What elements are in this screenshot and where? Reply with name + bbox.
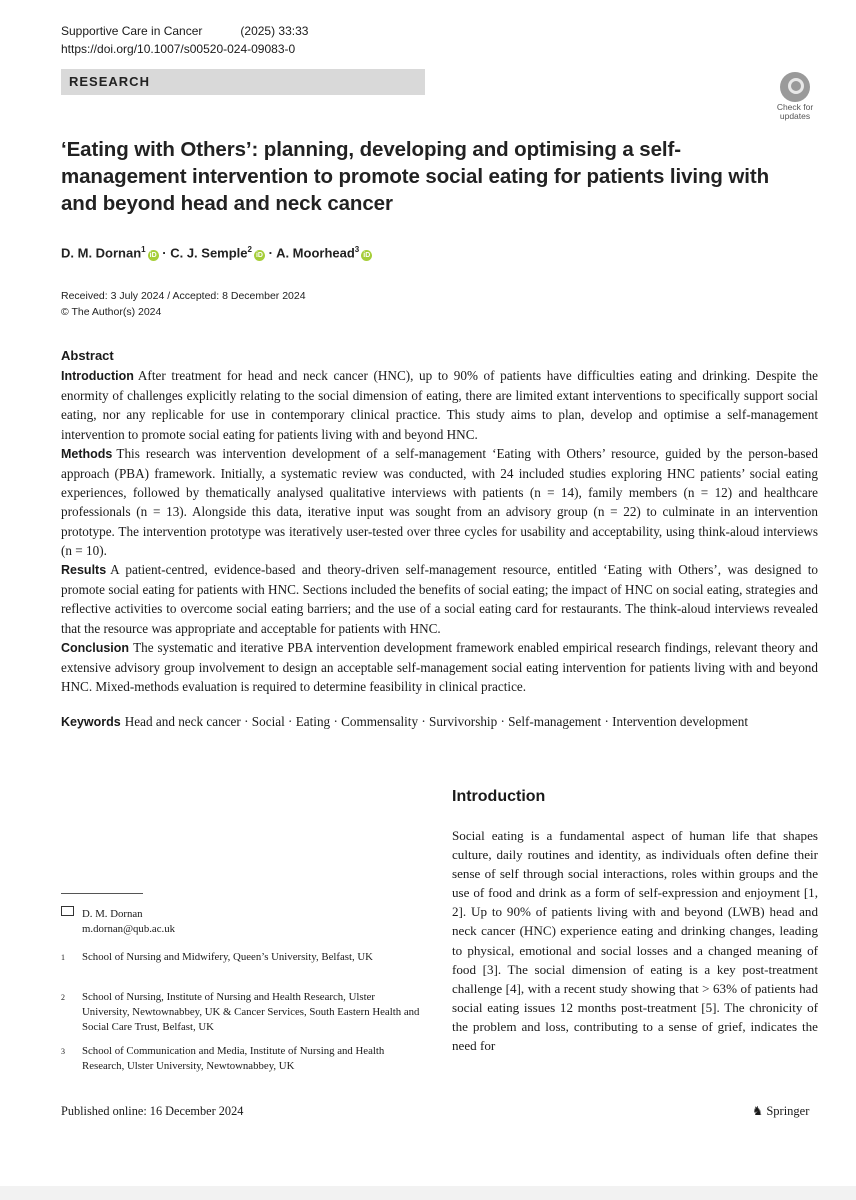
corresponding-email[interactable]: m.dornan@qub.ac.uk (82, 923, 175, 935)
correspondence (61, 906, 175, 937)
abstract-section (61, 638, 818, 697)
abstract-section-text: After treatment for head and neck cancer (HNC), up to 90% of patients have difficulties eating and drinking. Despite the enormity of challenges explicitly relating to the social dimension of eating, there are limited extant interventions to specifically support social eating, nor any replicable for use in contemporary clinical practice. This study aims to plan, develop and optimise a self-management intervention to promote social eating for patients living with and beyond HNC. (61, 368, 818, 442)
publisher-logo (752, 1103, 809, 1119)
affiliation-number: 1 (61, 953, 65, 962)
article-dates (61, 288, 306, 320)
envelope-icon (61, 906, 74, 916)
author-name[interactable]: D. M. Dornan (61, 245, 142, 261)
check-updates-icon (780, 72, 810, 102)
introduction-text: Social eating is a fundamental aspect of human life that shapes culture, daily routines and identity, as individuals often define their sense of self through social interactions, roles within groups and the use of food and drink as a form of self-expression and enjoyment [1, 2]. Up to 90% of patients living with and beyond (LWB) head and neck cancer (HNC) experience eating and drinking changes, leading to physical, emotional and social losses and a changed meaning of food [3]. The social dimension of eating is a key post-treatment challenge [4], with a recent study showing that > 63% of patients had social eating issues 12 months post-treatment [5]. The chronicity of the problem and loss, contributing to a sense of grief, indicates the need for (452, 828, 818, 1054)
check-updates-line2: updates (779, 111, 811, 121)
article-type-bar (61, 69, 425, 95)
keywords-text: Head and neck cancer · Social · Eating · Commensality · Survivorship · Self-management · Intervention development (124, 714, 749, 729)
abstract-section (61, 444, 818, 560)
doi-link[interactable]: https://doi.org/10.1007/s00520-024-09083-0 (61, 42, 296, 56)
abstract-section-label: Conclusion (61, 640, 130, 655)
affiliation-text: School of Communication and Media, Institute of Nursing and Health Research, Ulster University, Newtownabbey, UK (82, 1045, 385, 1072)
publisher-name: Springer (766, 1104, 810, 1118)
orcid-icon[interactable]: iD (255, 252, 263, 260)
check-for-updates-badge[interactable] (771, 72, 819, 121)
abstract-section-label: Results (61, 563, 107, 578)
author-name[interactable]: C. J. Semple (170, 245, 248, 261)
introduction-heading: Introduction (452, 788, 546, 805)
author-name[interactable]: A. Moorhead (276, 245, 355, 261)
author-affil-sup: 1 (141, 245, 146, 254)
abstract-section-text: This research was intervention development of a self-management ‘Eating with Others’ resource, guided by the person-based approach (PBA) framework. Initially, a systematic review was conducted, with 24 included studies exploring HNC patients’ social eating experiences, followed by thematically analysed qualitative interviews with patients (n = 14), family members (n = 12) and healthcare professionals (n = 13). Alongside this data, iterative input was sought from an advisory group (n = 22) to culminate in an intervention prototype. The intervention prototype was iteratively user-tested over three cycles for usability and acceptability, using think-aloud interviews (n = 10). (61, 445, 818, 558)
page-bottom-strip (0, 1186, 856, 1200)
orcid-icon[interactable]: iD (149, 252, 157, 260)
check-updates-line1: Check for (776, 102, 814, 112)
keywords-label: Keywords (61, 715, 121, 729)
affiliation (61, 990, 421, 1035)
author-list: D. M. Dornan$^1$iD · C. J. Semple$^2$iD · A. Moorhead$^3$iD (61, 245, 371, 261)
affiliation (61, 950, 421, 965)
affiliation-text: School of Nursing, Institute of Nursing and Health Research, Ulster University, Newtownabbey, UK & Cancer Services, South Eastern Health and Social Care Trust, Belfast, UK (82, 991, 420, 1033)
abstract-heading: Abstract (61, 348, 114, 363)
abstract-section-label: Introduction (61, 369, 134, 383)
springer-horse-icon: ♞ (752, 1104, 764, 1118)
abstract-section-label: Methods (61, 446, 113, 461)
affiliation-number: 3 (61, 1047, 65, 1056)
journal-volume: (2025) 33:33 (240, 24, 309, 38)
keywords (61, 712, 821, 732)
author-affil-sup: 2 (247, 245, 252, 254)
abstract-section-text: The systematic and iterative PBA intervention development framework enabled empirical research findings, relevant theory and extensive advisory group involvement to design an acceptable self-management social eating intervention for patients living with and beyond HNC. Mixed-methods evaluation is required to determine feasibility in clinical practice. (61, 639, 818, 695)
abstract-section (61, 560, 818, 638)
affiliation (61, 1044, 421, 1074)
received-accepted-dates: Received: 3 July 2024 / Accepted: 8 December 2024 (61, 290, 306, 302)
journal-header (61, 22, 308, 58)
copyright-line: © The Author(s) 2024 (61, 306, 162, 318)
affiliation-number: 2 (61, 993, 65, 1002)
journal-name: Supportive Care in Cancer (61, 24, 203, 38)
footnote-rule (61, 893, 143, 894)
article-type-label: RESEARCH (69, 74, 150, 89)
corresponding-author: D. M. Dornan (82, 908, 143, 920)
abstract-body (61, 366, 818, 696)
author-affil-sup: 3 (354, 245, 360, 254)
orcid-icon[interactable]: iD (363, 252, 371, 260)
abstract-section (61, 366, 818, 444)
affiliation-text: School of Nursing and Midwifery, Queen’s University, Belfast, UK (82, 951, 373, 963)
published-online: Published online: 16 December 2024 (61, 1104, 244, 1118)
article-title: ‘Eating with Others’: planning, developing and optimising a self-management intervention to promote social eating for patients living with and beyond head and neck cancer (61, 138, 770, 215)
abstract-section-text: A patient-centred, evidence-based and theory-driven self-management resource, entitled ‘Eating with Others’, was designed to promote social eating for patients with HNC. Sections included the benefits of social eating; the impact of HNC on social eating, strategies and reflective activities to overcome social eating barriers; and the use of a social eating card for restaurants. The think-aloud interviews revealed that the resource was appropriate and acceptable for patients with HNC. (61, 562, 818, 636)
